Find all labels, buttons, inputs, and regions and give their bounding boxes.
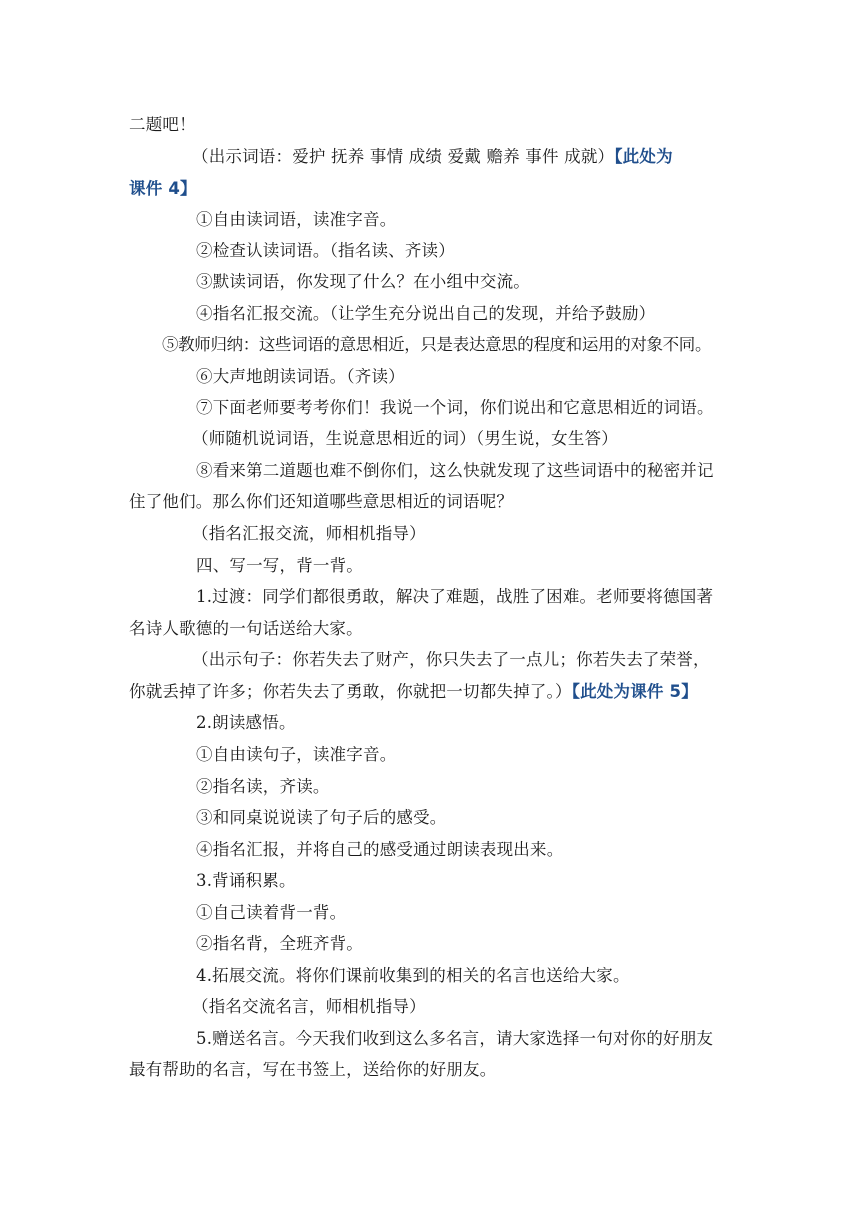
courseware-ref: 课件 4】 (129, 179, 197, 198)
paragraph-line (129, 178, 733, 200)
section-heading: 四、写一写，背一背。 (196, 556, 363, 575)
list-item: ⑦下面老师要考考你们！我说一个词，你们说出和它意思相近的词语。 (196, 398, 714, 417)
paragraph-line: （指名交流名言，师相机指导） (192, 997, 426, 1016)
paragraph-line: 名诗人歌德的一句话送给大家。 (129, 619, 363, 638)
paragraph-line: （出示句子：你若失去了财产，你只失去了一点儿；你若失去了荣誉， (192, 650, 710, 669)
paragraph-line: 住了他们。那么你们还知道哪些意思相近的词语呢？ (129, 492, 514, 511)
step-heading: 5.赠送名言。今天我们收到这么多名言，请大家选择一句对你的好朋友 (196, 1029, 714, 1048)
list-item: ⑧看来第二道题也难不倒你们，这么快就发现了这些词语中的秘密并记 (196, 461, 714, 480)
list-item: ②指名背，全班齐背。 (196, 934, 363, 953)
list-item: ⑤教师归纳：这些词语的意思相近，只是表达意思的程度和运用的对象不同。 (162, 335, 712, 354)
list-item: ④指名汇报交流。（让学生充分说出自己的发现，并给予鼓励） (196, 304, 656, 323)
courseware-ref: 【此处为 (614, 147, 673, 166)
list-item: ①自己读着背一背。 (196, 903, 347, 922)
list-item: ⑥大声地朗读词语。（齐读） (196, 367, 405, 386)
paragraph-line: 你就丢掉了许多；你若失去了勇敢，你就把一切都失掉了。）【此处为课件 5】 (129, 682, 698, 701)
list-item: ④指名汇报，并将自己的感受通过朗读表现出来。 (196, 840, 564, 859)
list-item: ②指名读，齐读。 (196, 777, 330, 796)
list-item: ①自由读词语，读准字音。 (196, 210, 397, 229)
paragraph-line: （指名汇报交流，师相机指导） (192, 524, 426, 543)
paragraph-line: 二题吧！ (129, 115, 196, 134)
step-heading: 4.拓展交流。将你们课前收集到的相关的名言也送给大家。 (196, 966, 630, 985)
list-item: ②检查认读词语。（指名读、齐读） (196, 241, 455, 260)
paragraph-line: （出示词语：爱护 抚养 事情 成绩 爱戴 赡养 事件 成就）【此处为 (192, 147, 673, 166)
courseware-ref: 【此处为课件 5】 (571, 682, 698, 701)
list-item: ③默读词语，你发现了什么？在小组中交流。 (196, 272, 530, 291)
paragraph-line: 最有帮助的名言，写在书签上，送给你的好朋友。 (129, 1060, 497, 1079)
step-heading: 2.朗读感悟。 (196, 713, 296, 732)
paragraph-line: 1.过渡：同学们都很勇敢，解决了难题，战胜了困难。老师要将德国著 (196, 587, 714, 606)
list-item: ③和同桌说说读了句子后的感受。 (196, 808, 447, 827)
paragraph-line: （师随机说词语，生说意思相近的词）（男生说，女生答） (192, 429, 618, 448)
step-heading: 3.背诵积累。 (196, 871, 296, 890)
list-item: ①自由读句子，读准字音。 (196, 745, 397, 764)
